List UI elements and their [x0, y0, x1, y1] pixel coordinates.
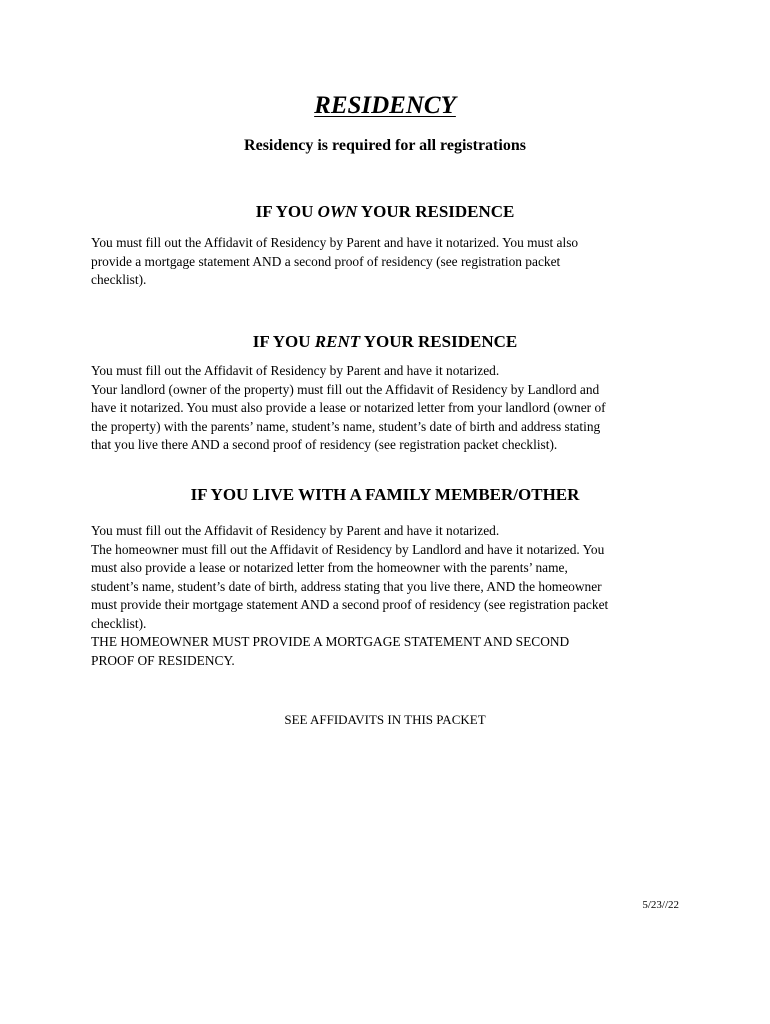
text-line: that you live there AND a second proof of residency (see registration packet checklist). — [91, 437, 558, 452]
paragraph-rent-residence — [91, 362, 691, 455]
heading-rent-pre: IF YOU — [252, 332, 315, 351]
text-line: You must fill out the Affidavit of Residency by Parent and have it notarized. You must also — [91, 235, 579, 250]
heading-family-member: IF YOU LIVE WITH A FAMILY MEMBER/OTHER — [190, 485, 580, 504]
heading-own-emphasis: OWN — [317, 202, 358, 221]
heading-rent-residence — [0, 332, 770, 352]
text-line: The homeowner must fill out the Affidavit of Residency by Landlord and have it notarized. You — [91, 541, 605, 557]
text-line: You must fill out the Affidavit of Residency by Parent and have it notarized. — [91, 363, 500, 378]
page-subtitle: Residency is required for all registrations — [244, 137, 526, 154]
heading-rent-emphasis: RENT — [314, 332, 361, 351]
text-line: PROOF OF RESIDENCY. — [91, 652, 235, 668]
text-line: must also provide a lease or notarized letter from the homeowner with the parents’ name, — [91, 560, 568, 575]
page-title: RESIDENCY — [314, 92, 456, 119]
text-line: THE HOMEOWNER MUST PROVIDE A MORTGAGE STATEMENT AND SECOND — [91, 634, 570, 649]
document-date: 5/23//22 — [642, 899, 679, 911]
text-line: must provide their mortgage statement AND a second proof of residency (see registration packet — [91, 597, 609, 612]
see-affidavits-note: SEE AFFIDAVITS IN THIS PACKET — [284, 712, 486, 727]
text-line: You must fill out the Affidavit of Residency by Parent and have it notarized. — [91, 523, 500, 538]
text-line: checklist). — [91, 615, 147, 631]
text-line: have it notarized. You must also provide a lease or notarized letter from your landlord (owner of — [91, 400, 606, 415]
text-line: checklist). — [91, 272, 147, 287]
text-line: provide a mortgage statement AND a second proof of residency (see registration packet — [91, 253, 561, 269]
paragraph-family-member — [91, 522, 691, 670]
heading-own-pre: IF YOU — [255, 202, 318, 221]
text-line: the property) with the parents’ name, student’s name, student’s date of birth and address stating — [91, 418, 601, 434]
heading-rent-post: YOUR RESIDENCE — [360, 332, 518, 351]
heading-own-residence — [0, 202, 770, 222]
text-line: Your landlord (owner of the property) must fill out the Affidavit of Residency by Landlord and — [91, 381, 600, 397]
heading-own-post: YOUR RESIDENCE — [357, 202, 515, 221]
text-line: student’s name, student’s date of birth, address stating that you live there, AND the homeowner — [91, 578, 602, 594]
paragraph-own-residence — [91, 234, 691, 290]
